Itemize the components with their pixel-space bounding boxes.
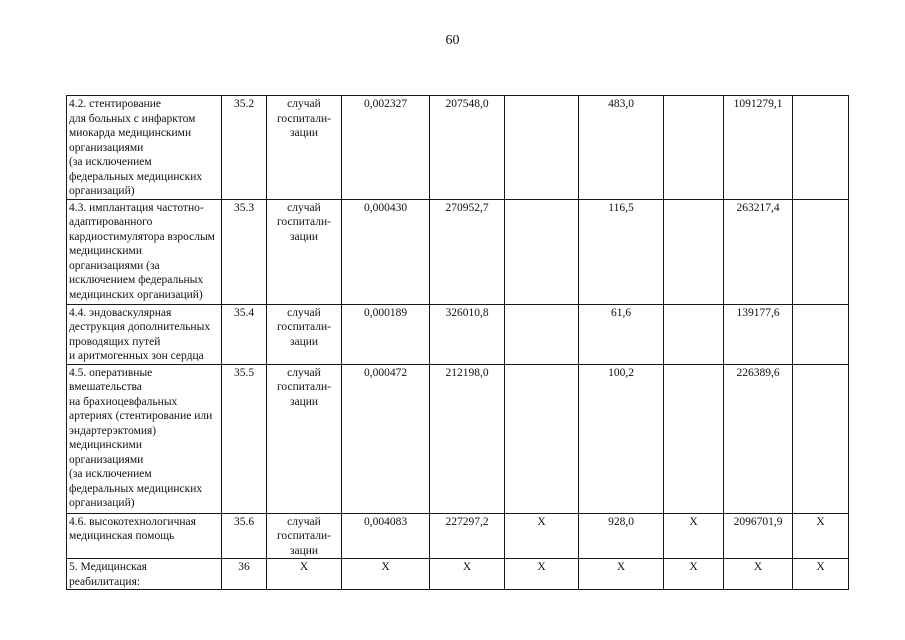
row-value-cell: 326010,8 [430,304,505,364]
row-value-cell: X [664,559,724,590]
row-value-cell: 0,000430 [342,199,430,304]
row-value-cell [664,364,724,513]
row-name-cell: 5. Медицинская реабилитация: [67,559,222,590]
row-value-cell [793,96,849,200]
row-value-cell: 483,0 [579,96,664,200]
row-value-cell: 263217,4 [724,199,793,304]
row-value-cell: 0,002327 [342,96,430,200]
row-name-cell: 4.2. стентирование для больных с инфарктом миокарда медицинскими организациями (за исключением федеральных медицинских организаций) [67,96,222,200]
row-value-cell: 226389,6 [724,364,793,513]
table-row [67,96,849,200]
row-unit-cell: случай госпитали-зации [267,199,342,304]
row-value-cell [793,199,849,304]
row-unit-cell: X [267,559,342,590]
row-value-cell: 227297,2 [430,513,505,559]
row-value-cell: X [793,559,849,590]
row-name-cell: 4.4. эндоваскулярная деструкция дополнительных проводящих путей и аритмогенных зон сердца [67,304,222,364]
table-row [67,513,849,559]
row-value-cell: 212198,0 [430,364,505,513]
row-value-cell [505,304,579,364]
table-row [67,559,849,590]
row-name-cell: 4.6. высокотехнологичная медицинская помощь [67,513,222,559]
row-code-cell: 35.2 [222,96,267,200]
row-value-cell [505,96,579,200]
row-code-cell: 35.3 [222,199,267,304]
row-value-cell: 61,6 [579,304,664,364]
row-value-cell: X [342,559,430,590]
row-name-cell: 4.3. имплантация частотно-адаптированного кардиостимулятора взрослым медицинскими организациями (за исключением федеральных медицинских организаций) [67,199,222,304]
row-value-cell: 1091279,1 [724,96,793,200]
row-value-cell: X [505,559,579,590]
row-unit-cell: случай госпитали-зации [267,513,342,559]
row-value-cell [664,199,724,304]
row-value-cell: X [430,559,505,590]
row-value-cell: 270952,7 [430,199,505,304]
row-code-cell: 35.5 [222,364,267,513]
row-name-cell: 4.5. оперативные вмешательства на брахиоцевфальных артериях (стентирование или эндартерэктомия) медицинскими организациями (за исключением федеральных медицинских организаций) [67,364,222,513]
row-value-cell: X [505,513,579,559]
row-unit-cell: случай госпитали-зации [267,96,342,200]
row-value-cell: X [664,513,724,559]
page-number: 60 [445,33,460,48]
data-table [66,95,849,590]
row-value-cell: 139177,6 [724,304,793,364]
row-value-cell [664,304,724,364]
row-code-cell: 35.6 [222,513,267,559]
row-value-cell: X [793,513,849,559]
row-value-cell: 100,2 [579,364,664,513]
row-value-cell: X [724,559,793,590]
row-value-cell: 928,0 [579,513,664,559]
row-value-cell: 207548,0 [430,96,505,200]
row-unit-cell: случай госпитали-зации [267,364,342,513]
row-value-cell [505,364,579,513]
row-value-cell: 0,000472 [342,364,430,513]
row-value-cell [664,96,724,200]
table-row [67,364,849,513]
row-value-cell: 116,5 [579,199,664,304]
row-unit-cell: случай госпитали-зации [267,304,342,364]
row-value-cell [793,364,849,513]
row-code-cell: 35.4 [222,304,267,364]
row-value-cell: 0,004083 [342,513,430,559]
table-row [67,199,849,304]
row-value-cell: 0,000189 [342,304,430,364]
row-value-cell [793,304,849,364]
table-row [67,304,849,364]
row-code-cell: 36 [222,559,267,590]
row-value-cell: X [579,559,664,590]
row-value-cell: 2096701,9 [724,513,793,559]
row-value-cell [505,199,579,304]
